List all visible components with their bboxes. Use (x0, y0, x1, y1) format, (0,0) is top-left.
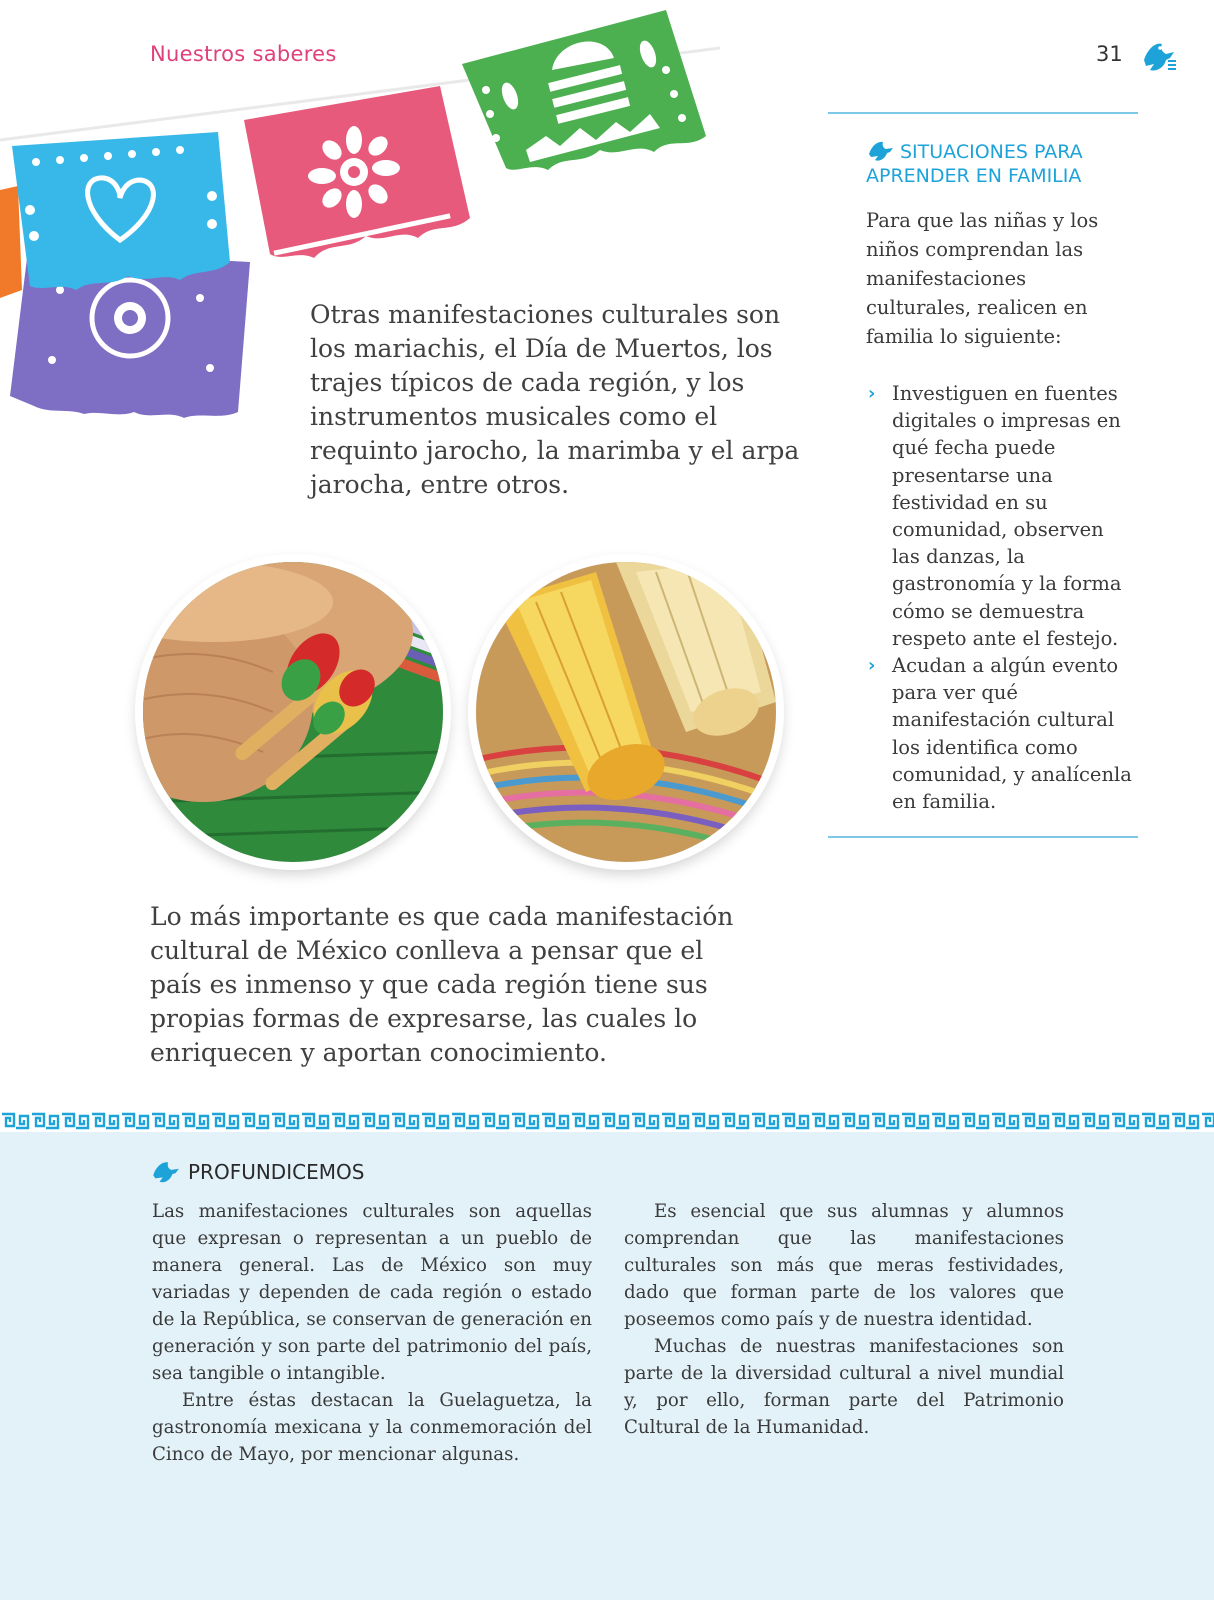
tamales-photo (476, 562, 776, 862)
paragraph: Muchas de nuestras manifestaciones son parte de la diversidad cultural a nivel mundial y, por ello, forman parte del Patrimonio Cultural de la Humanidad. (624, 1336, 1064, 1438)
chevron-right-icon: › (868, 383, 876, 404)
section-title: Nuestros saberes (150, 42, 337, 66)
conclusion-paragraph: Lo más importante es que cada manifestación cultural de México conlleva a pensar que el país es inmenso y que cada región tiene sus propias formas de expresarse, las cuales lo enriquecen y aportan conocimiento. (150, 902, 734, 1067)
list-item-text: Acudan a algún evento para ver qué manifestación cultural los identifica como comunidad, y analícenla en familia. (892, 654, 1132, 814)
sidebar-top-rule (828, 112, 1138, 114)
bird-logo-icon (1138, 38, 1178, 76)
sidebar-heading (866, 140, 1160, 188)
paragraph: Las manifestaciones culturales son aquellas que expresan o representan a un pueblo de manera general. Las de México son muy variadas y dependen de cada región o estado de la República, se conservan de generación en generación y son parte del patrimonio del país, sea tangible o intangible. (152, 1201, 592, 1384)
list-item-text: Investiguen en fuentes digitales o impresas en qué fecha puede presentarse una festividad en su comunidad, observen las danzas, la gastronomía y la forma cómo se demuestra respeto ante el festejo. (892, 382, 1122, 650)
sidebar-bottom-rule (828, 836, 1138, 838)
list-item (866, 652, 1136, 815)
profundicemos-column-right (624, 1198, 1064, 1441)
blue-flag (12, 132, 230, 290)
profundicemos-column-left (152, 1198, 592, 1468)
sidebar-list (866, 380, 1136, 815)
greca-border (0, 1110, 1214, 1132)
pink-flag (244, 86, 470, 258)
profundicemos-heading: PROFUNDICEMOS (188, 1160, 365, 1184)
intro-paragraph: Otras manifestaciones culturales son los mariachis, el Día de Muertos, los trajes típicos de cada región, y los instrumentos musicales como el requinto jarocho, la marimba y el arpa jarocha, entre otros. (310, 300, 800, 499)
sidebar-heading-line1: SITUACIONES PARA (900, 141, 1083, 163)
paragraph: Es esencial que sus alumnas y alumnos comprendan que las manifestaciones culturales son más que meras festividades, dado que forman parte de los valores que poseemos como país y de nuestra identidad. (624, 1201, 1064, 1330)
chevron-right-icon: › (868, 655, 876, 677)
bird-icon (150, 1158, 182, 1186)
list-item (866, 380, 1136, 652)
paragraph: Entre éstas destacan la Guelaguetza, la gastronomía mexicana y la conmemoración del Cinco de Mayo, por mencionar algunas. (152, 1390, 592, 1465)
sidebar-heading-line2: APRENDER EN FAMILIA (866, 165, 1082, 187)
green-flag (462, 10, 706, 170)
maracas-photo (143, 562, 443, 862)
sidebar-intro: Para que las niñas y los niños comprendan las manifestaciones culturales, realicen en familia lo siguiente: (866, 209, 1099, 348)
page-number: 31 (1096, 42, 1123, 66)
